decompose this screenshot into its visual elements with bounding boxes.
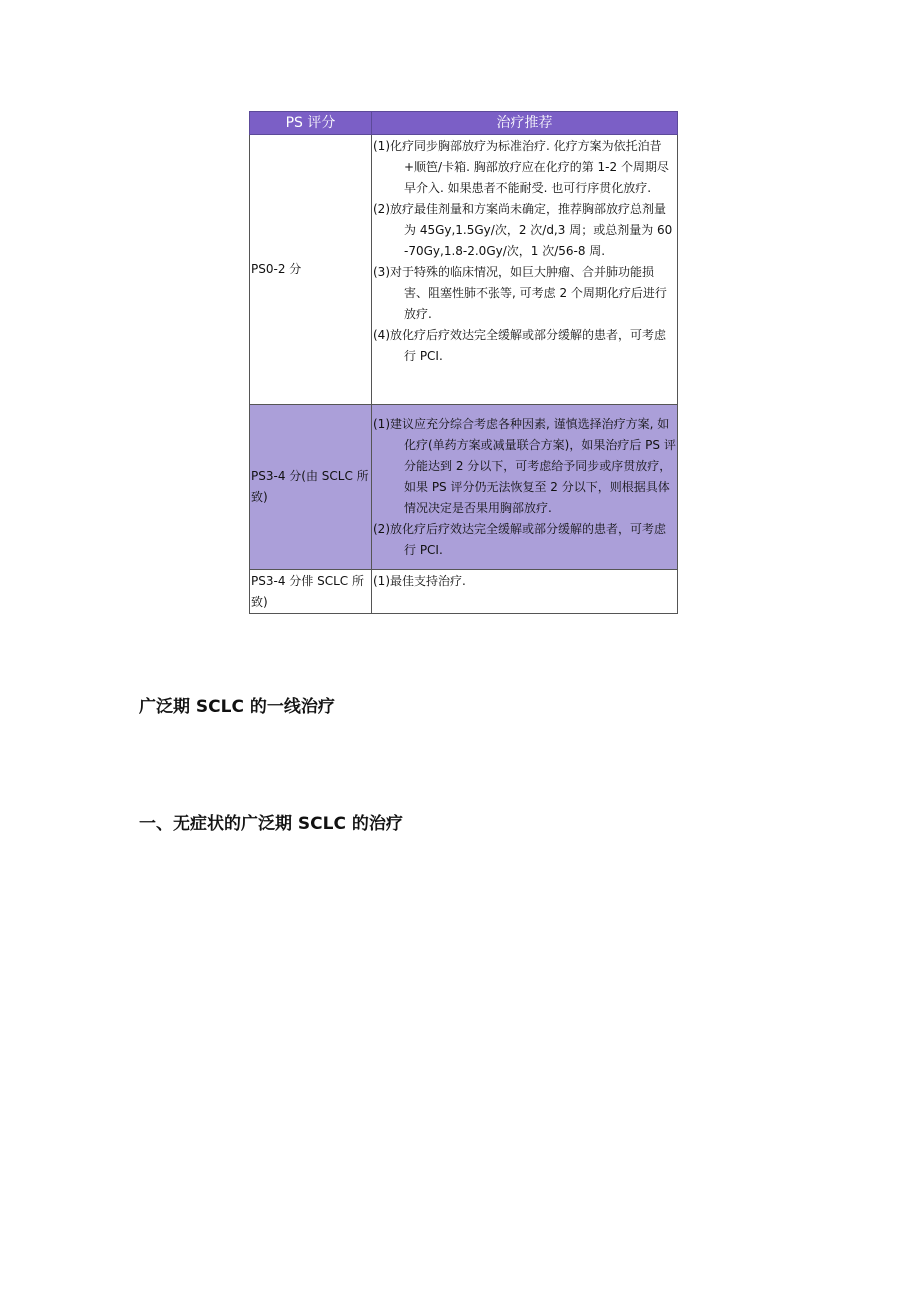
recommendation-cell	[372, 135, 678, 405]
recommendation-item: (1)建议应充分综合考虑各种因素, 谨慎选择治疗方案, 如化疗(单药方案或减量联合方案)，如果治疗后 PS 评分能达到 2 分以下，可考虑给予同步或序贯放疗，如果 PS 评分仍无法恢复至 2 分以下，则根据具体情况决定是否果用胸部放疗.	[373, 417, 676, 515]
header-ps-score: PS 评分	[250, 112, 372, 135]
recommendation-cell	[372, 405, 678, 570]
table-row	[250, 405, 678, 570]
section-heading: 广泛期 SCLC 的一线治疗	[139, 697, 335, 717]
ps-treatment-table	[249, 111, 678, 614]
ps-score-cell: PS3-4 分俳 SCLC 所致)	[250, 570, 372, 614]
recommendation-item: (2)放疗最佳剂量和方案尚未确定，推荐胸部放疗总剂量为 45Gy,1.5Gy/次，2 次/d,3 周；或总剂量为 60-70Gy,1.8-2.0Gy/次，1 次/56-8 周.	[373, 202, 673, 258]
recommendation-item: (1)最佳支持治疗.	[373, 574, 466, 588]
ps-score-cell: PS0-2 分	[250, 135, 372, 405]
recommendation-item: (1)化疗同步胸部放疗为标准治疗. 化疗方案为依托泊昔+顺笆/卡箱. 胸部放疗应在化疗的第 1-2 个周期尽早介入. 如果患者不能耐受. 也可行序贯化放疗.	[373, 139, 669, 195]
recommendation-cell	[372, 570, 678, 614]
table-header-row	[250, 112, 678, 135]
subsection-heading: 一、无症状的广泛期 SCLC 的治疗	[139, 814, 403, 834]
table-row	[250, 570, 678, 614]
table-row	[250, 135, 678, 405]
header-treatment-recommendation: 治疗推荐	[372, 112, 678, 135]
ps-score-cell: PS3-4 分(由 SCLC 所致)	[250, 405, 372, 570]
recommendation-item: (3)对于特殊的临床情况，如巨大肿瘤、合并肺功能损害、阻塞性肺不张等, 可考虑 2 个周期化疗后进行放疗.	[373, 265, 667, 321]
recommendation-item: (2)放化疗后疗效达完全缓解或部分缓解的患者，可考虑行 PCI.	[373, 522, 667, 557]
recommendation-item: (4)放化疗后疗效达完全缓解或部分缓解的患者，可考虑行 PCI.	[373, 328, 667, 363]
